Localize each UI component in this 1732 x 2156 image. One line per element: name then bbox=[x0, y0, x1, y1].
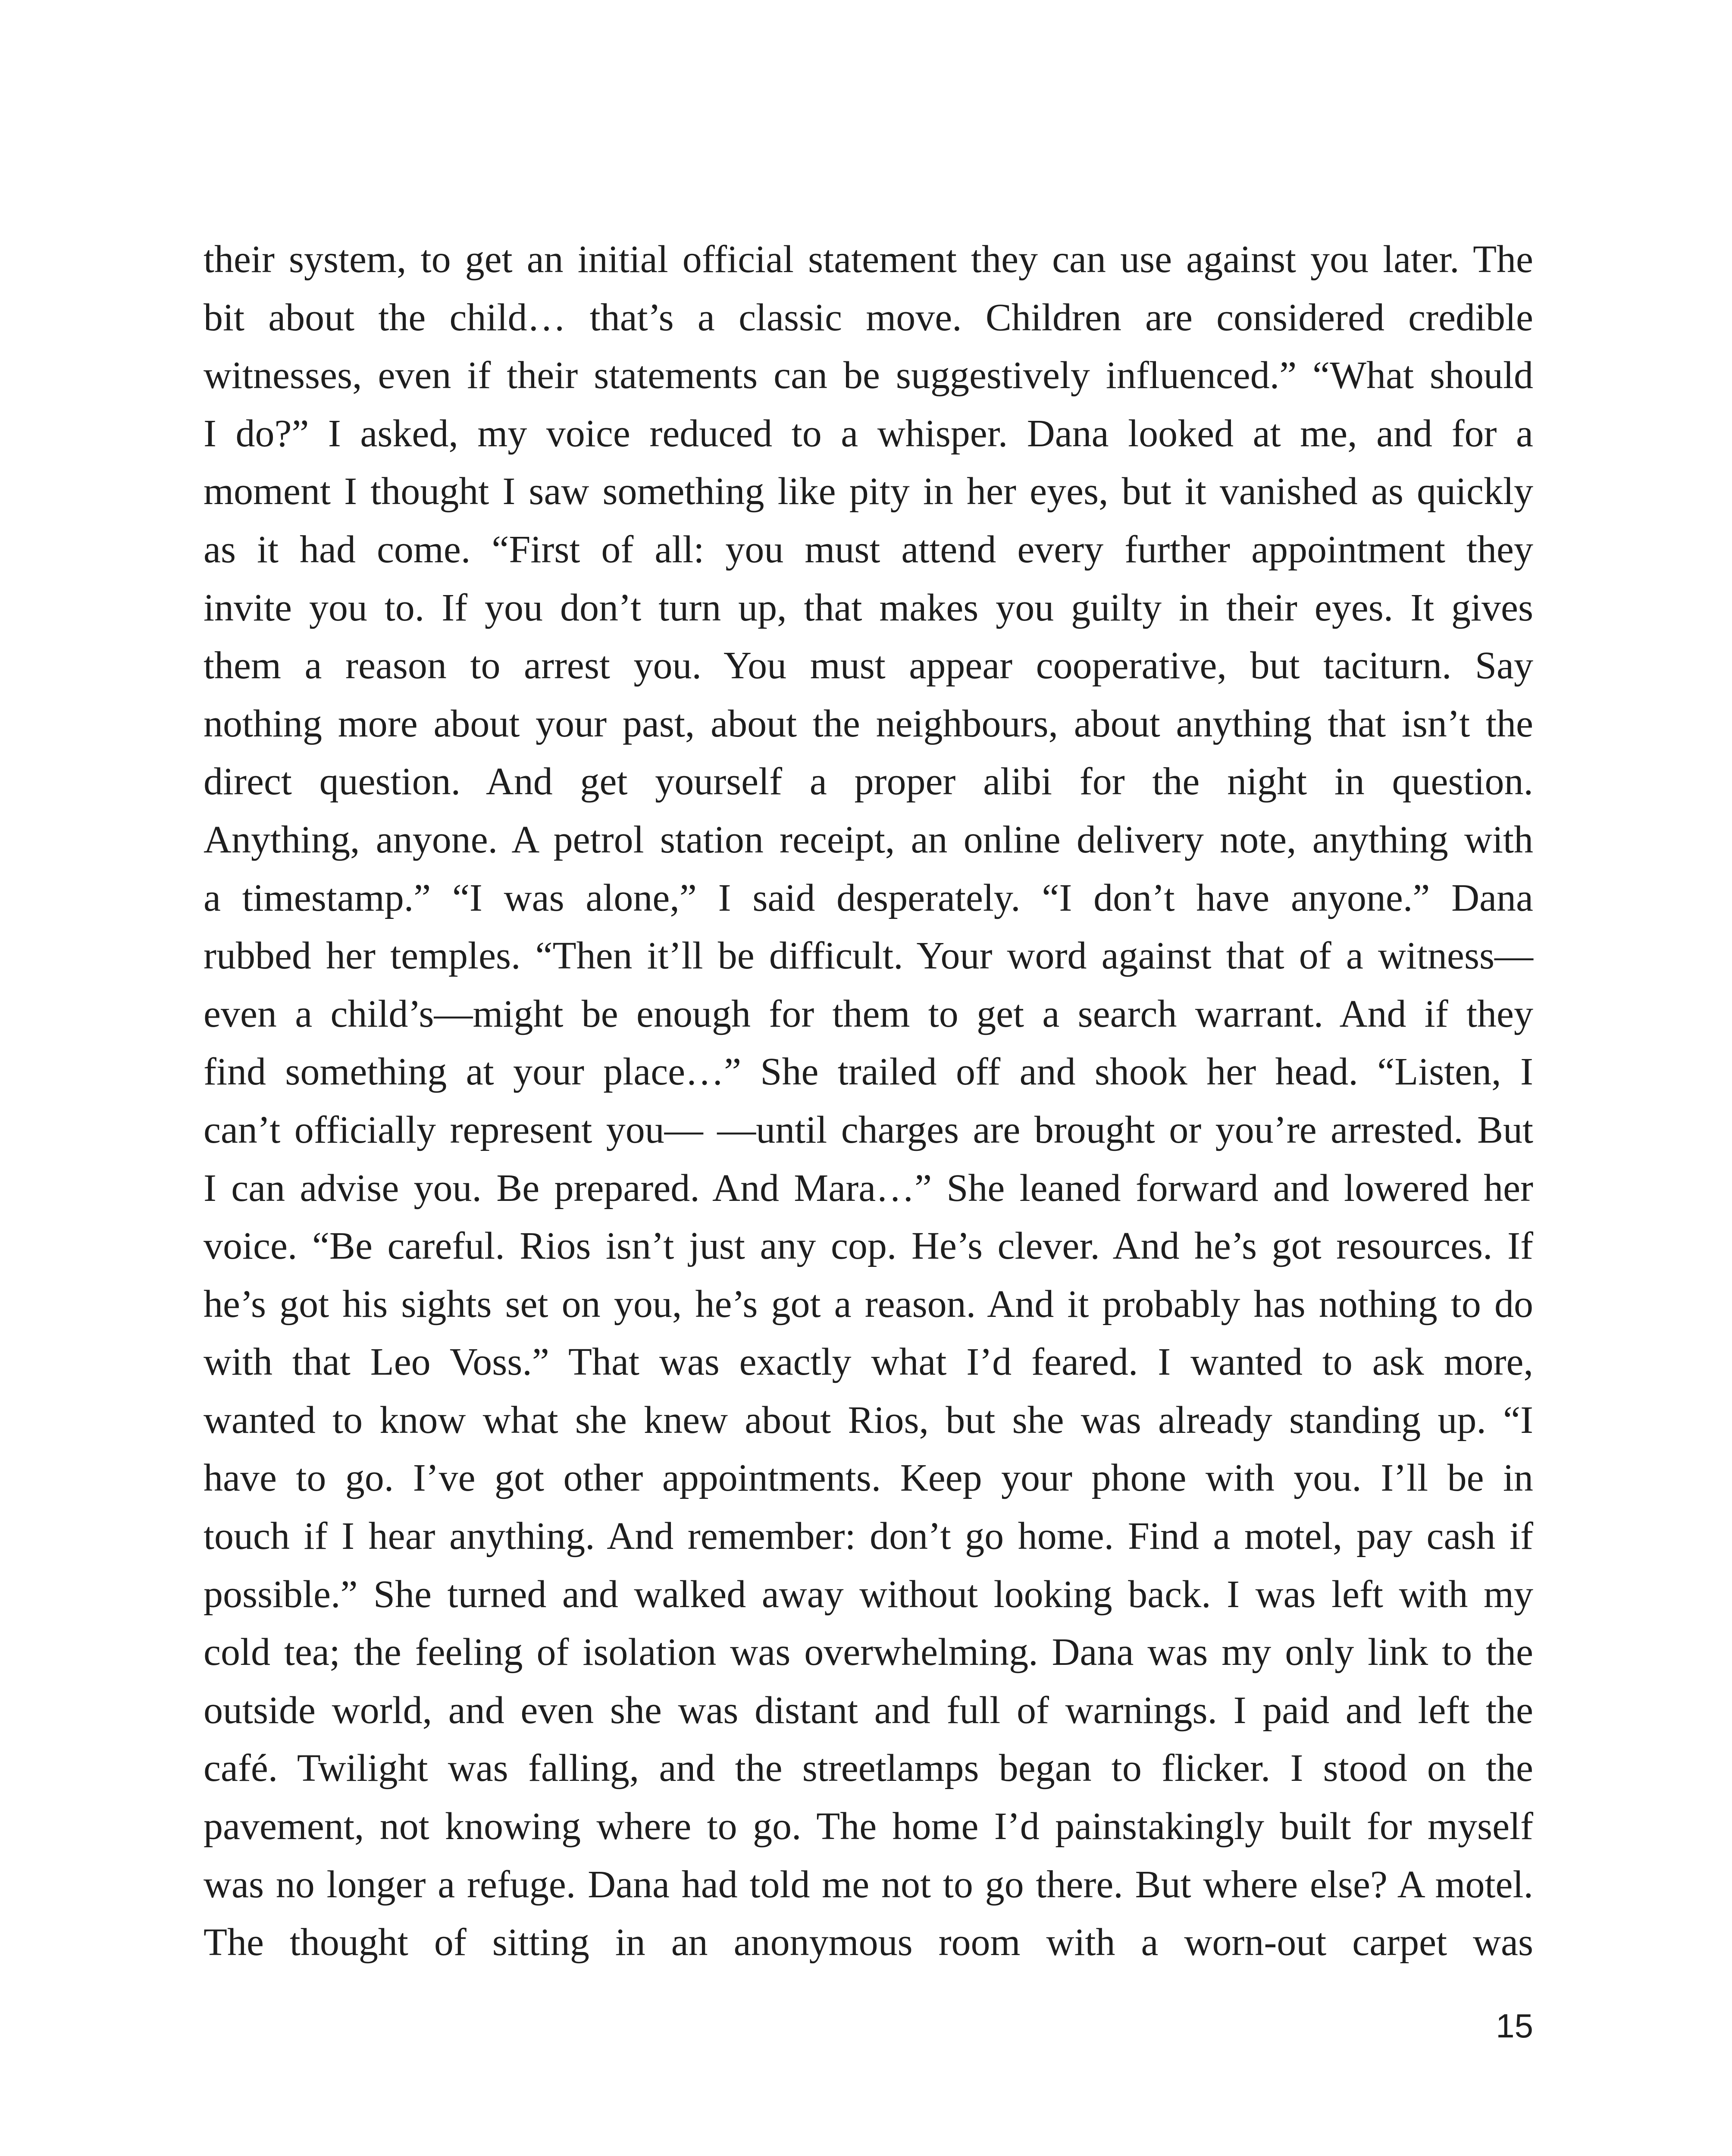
text-line: pavement, not knowing where to go. The home I’d painstakingly built for myself bbox=[204, 1805, 1533, 1848]
text-line: touch if I hear anything. And remember: don’t go home. Find a motel, pay cash if bbox=[204, 1515, 1533, 1558]
text-line: as it had come. “First of all: you must attend every further appointment they bbox=[204, 528, 1533, 571]
text-line: café. Twilight was falling, and the streetlamps began to flicker. I stood on the bbox=[204, 1747, 1533, 1790]
text-line: can’t officially represent you— —until charges are brought or you’re arrested. But bbox=[204, 1108, 1533, 1151]
page-number: 15 bbox=[1496, 2007, 1533, 2045]
text-line: moment I thought I saw something like pity in her eyes, but it vanished as quickly bbox=[204, 470, 1533, 513]
text-line: have to go. I’ve got other appointments. Keep your phone with you. I’ll be in bbox=[204, 1457, 1533, 1500]
text-line: invite you to. If you don’t turn up, that makes you guilty in their eyes. It gives bbox=[204, 586, 1533, 629]
text-line: voice. “Be careful. Rios isn’t just any cop. He’s clever. And he’s got resources. If bbox=[204, 1225, 1533, 1268]
text-line: direct question. And get yourself a proper alibi for the night in question. bbox=[204, 760, 1533, 803]
text-line: outside world, and even she was distant and full of warnings. I paid and left the bbox=[204, 1689, 1533, 1732]
text-line: I can advise you. Be prepared. And Mara…” She leaned forward and lowered her bbox=[204, 1166, 1533, 1210]
text-line: cold tea; the feeling of isolation was overwhelming. Dana was my only link to the bbox=[204, 1631, 1533, 1674]
text-line: find something at your place…” She trailed off and shook her head. “Listen, I bbox=[204, 1050, 1533, 1094]
text-line: rubbed her temples. “Then it’ll be difficult. Your word against that of a witness— bbox=[204, 934, 1533, 978]
text-line: even a child’s—might be enough for them to get a search warrant. And if they bbox=[204, 992, 1533, 1035]
text-line: their system, to get an initial official statement they can use against you later. The bbox=[204, 238, 1533, 281]
text-line: he’s got his sights set on you, he’s got a reason. And it probably has nothing to do bbox=[204, 1282, 1533, 1326]
text-line: nothing more about your past, about the neighbours, about anything that isn’t the bbox=[204, 702, 1533, 745]
text-line: Anything, anyone. A petrol station receipt, an online delivery note, anything with bbox=[204, 818, 1533, 861]
text-line: a timestamp.” “I was alone,” I said desperately. “I don’t have anyone.” Dana bbox=[204, 876, 1533, 919]
text-line: with that Leo Voss.” That was exactly what I’d feared. I wanted to ask more, bbox=[204, 1341, 1533, 1384]
text-line: The thought of sitting in an anonymous room with a worn-out carpet was bbox=[204, 1921, 1533, 1964]
text-line: possible.” She turned and walked away without looking back. I was left with my bbox=[204, 1573, 1533, 1616]
text-line: them a reason to arrest you. You must appear cooperative, but taciturn. Say bbox=[204, 644, 1533, 687]
text-line: was no longer a refuge. Dana had told me not to go there. But where else? A motel. bbox=[204, 1863, 1533, 1906]
body-text bbox=[204, 231, 1533, 1972]
text-line: witnesses, even if their statements can be suggestively influenced.” “What should bbox=[204, 354, 1533, 397]
text-line: I do?” I asked, my voice reduced to a whisper. Dana looked at me, and for a bbox=[204, 412, 1533, 455]
text-line: wanted to know what she knew about Rios, but she was already standing up. “I bbox=[204, 1398, 1533, 1442]
text-line: bit about the child… that’s a classic move. Children are considered credible bbox=[204, 296, 1533, 339]
